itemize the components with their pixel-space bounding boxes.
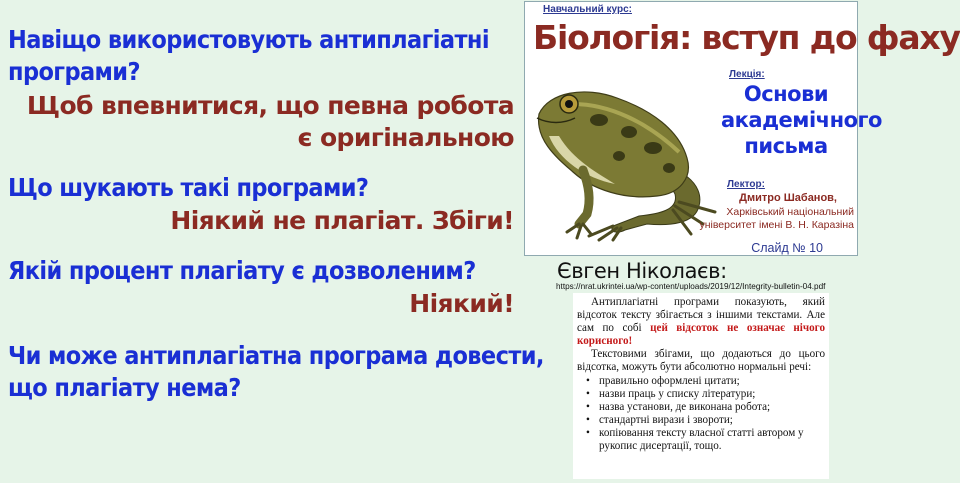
question-4-line-1: Чи може антиплагіатна програма довести,: [8, 341, 544, 370]
bullet-icon: •: [586, 401, 590, 413]
question-2: Що шукають такі програми?: [8, 173, 369, 202]
source-author: Євген Ніколаєв:: [557, 259, 727, 283]
question-3: Якій процент плагіату є дозволеним?: [8, 256, 476, 285]
excerpt-paragraph-1-text: Антиплагіатні програми показують, який відсоток тексту збігається з іншими текстами. Але сам по собі: [577, 296, 825, 334]
source-url[interactable]: https://nrat.ukrintei.ua/wp-content/uploads/2019/12/Integrity-bulletin-04.pdf: [556, 282, 826, 291]
list-item-text: стандартні вирази і звороти;: [599, 414, 733, 426]
course-label: Навчальний курс:: [543, 4, 632, 15]
question-4: [8, 340, 544, 404]
list-item: [577, 375, 825, 388]
lecturer-name: Дмитро Шабанов,: [739, 192, 837, 204]
question-1: [8, 24, 489, 88]
answer-1-line-1: Щоб впевнитися, що певна робота: [26, 91, 514, 120]
lecture-title: [721, 81, 882, 159]
course-card: [524, 1, 960, 256]
lecturer-label: Лектор:: [727, 179, 765, 190]
course-title: Біологія: вступ до фаху: [533, 18, 960, 57]
excerpt-paragraph-2: Текстовими збігами, що додаються до цього відсотка, можуть бути абсолютно нормальні речі:: [577, 348, 825, 373]
answer-1-line-2: є оригінальною: [297, 123, 514, 152]
lecture-title-line-2: академічного: [721, 108, 882, 132]
list-item: [577, 414, 825, 427]
affiliation-line-2: університет імені В. Н. Каразіна: [699, 219, 854, 231]
excerpt-paragraph-1: [577, 296, 825, 348]
answer-3: Ніякий!: [409, 289, 514, 318]
quoted-excerpt: [573, 293, 829, 479]
slide-number: Слайд № 10: [751, 241, 823, 255]
list-item-text: копіювання тексту власної статті автором у рукопис дисертації, тощо.: [599, 427, 804, 452]
list-item-text: назва установи, де виконана робота;: [599, 401, 771, 413]
answer-2: Ніякий не плагіат. Збіги!: [170, 206, 514, 235]
list-item: [577, 401, 825, 414]
question-1-line-1: Навіщо використовують антиплагіатні: [8, 25, 489, 54]
lecturer-affiliation: [654, 206, 854, 232]
excerpt-highlight: цей відсоток не означає нічого корисного!: [577, 322, 825, 347]
question-4-line-2: що плагіату нема?: [8, 373, 241, 402]
list-item-text: правильно оформлені цитати;: [599, 375, 740, 387]
bullet-icon: •: [586, 427, 590, 439]
lecture-title-line-1: Основи: [743, 82, 829, 106]
affiliation-line-1: Харківський національний: [726, 206, 854, 218]
question-1-line-2: програми?: [8, 57, 140, 86]
bullet-icon: •: [586, 388, 590, 400]
list-item: [577, 388, 825, 401]
excerpt-list: [577, 375, 825, 453]
list-item: [577, 427, 825, 453]
bullet-icon: •: [586, 375, 590, 387]
lecture-title-line-3: письма: [744, 134, 828, 158]
list-item-text: назви праць у списку літератури;: [599, 388, 756, 400]
bullet-icon: •: [586, 414, 590, 426]
lecture-label: Лекція:: [729, 69, 765, 80]
answer-1: [27, 90, 514, 154]
